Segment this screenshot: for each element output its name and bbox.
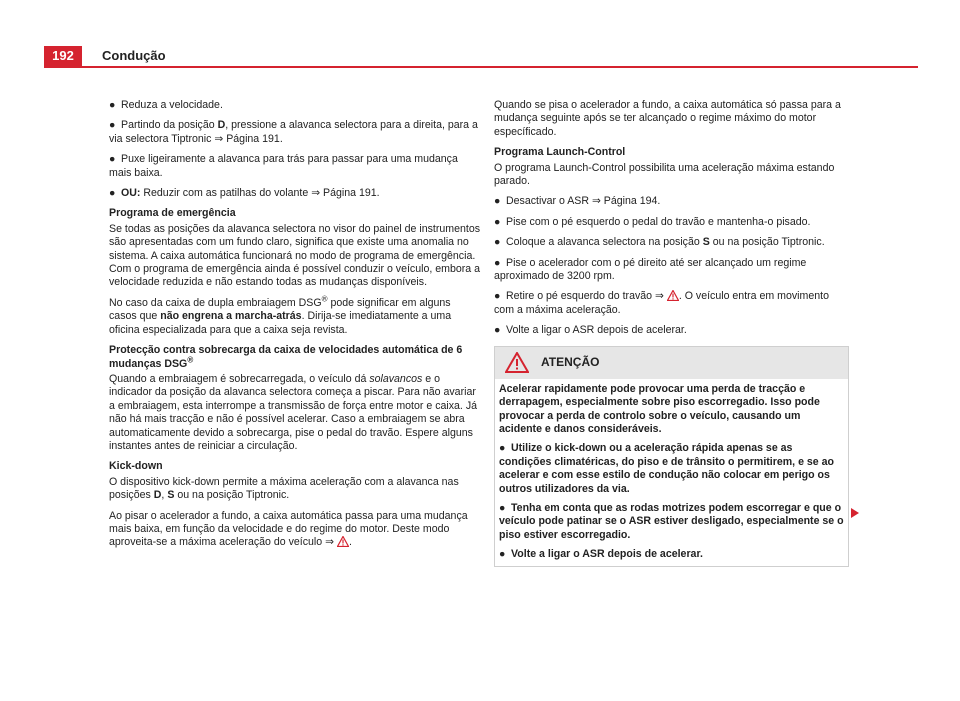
warning-intro: Acelerar rapidamente pode provocar uma perda de tracção e derrapagem, especialmente sobre piso escorregadio. Isso pode provocar a perda de controlo sobre o veículo, causando um acidente e danos consideráveis. (499, 382, 820, 435)
bullet-item: ● Retire o pé esquerdo do travão ⇒ . O veículo entra em movimento com a máxima aceleração. (494, 290, 829, 316)
chapter-title: Condução (102, 48, 166, 63)
paragraph: Quando a embraiagem é sobrecarregada, o veículo dá solavancos e o indicador da posição da alavanca selectora começa a piscar. Para não avariar a embraiagem, esta interrompe a transmissão de força entre motor e caixa. Já não há mais tracção e não é possível acelerar. Caso a embraiagem se abra automaticamente devido a sobrecarga, pise o pedal do travão. Espere alguns instantes antes de reiniciar a circulação. (109, 372, 478, 452)
bullet-item: ● OU: Reduzir com as patilhas do volante ⇒ Página 191. (109, 187, 380, 200)
warning-box (494, 346, 849, 567)
bullet-item: ● Pise com o pé esquerdo o pedal do travão e mantenha-o pisado. (494, 215, 811, 228)
paragraph: O dispositivo kick-down permite a máxima aceleração com a alavanca nas posições D, S ou na posição Tiptronic. (109, 475, 459, 502)
bullet-item: ● Volte a ligar o ASR depois de acelerar. (494, 324, 687, 337)
bullet-item: ● Reduza a velocidade. (109, 99, 223, 111)
warning-item: ● Tenha em conta que as rodas motrizes podem escorregar e que o veículo pode patinar se o ASR estiver desligado, especialmente se o piso estiver escorregadio. (499, 501, 844, 541)
warning-triangle-icon[interactable] (667, 290, 679, 301)
section-heading: Programa de emergência (109, 207, 236, 220)
warning-item: ● Utilize o kick-down ou a aceleração rápida apenas se as condições climatéricas, do piso e de trânsito o permitirem, e se ao acelerar e com esse estilo de condução não colocar em perigo os outros utilizadores da via. (499, 442, 834, 495)
warning-triangle-icon[interactable] (337, 536, 349, 547)
continue-arrow-icon (851, 508, 859, 518)
warning-title: ATENÇÃO (541, 354, 600, 369)
left-column (109, 99, 481, 557)
warning-item: ● Volte a ligar o ASR depois de acelerar. (499, 548, 703, 561)
bullet-item: ● Pise o acelerador com o pé direito até ser alcançado um regime aproximado de 3200 rpm. (494, 256, 807, 283)
paragraph: O programa Launch-Control possibilita uma aceleração máxima estando parado. (494, 161, 835, 188)
warning-body (495, 379, 848, 566)
bullet-text-d: Partindo da posição D, pressione a alavanca selectora para a direita, para a via selectora Tiptronic ⇒ Página 191. (109, 119, 478, 145)
paragraph: Quando se pisa o acelerador a fundo, a caixa automática só passa para a mudança seguinte após se ter alcançado o regime máximo do motor específicado. (494, 99, 841, 138)
page-header (0, 0, 960, 70)
page-number: 192 (44, 46, 82, 66)
header-rule (44, 66, 918, 68)
bullet-item: ● Puxe ligeiramente a alavanca para trás para passar para uma mudança mais baixa. (109, 153, 458, 179)
warning-header (495, 347, 848, 379)
paragraph: Se todas as posições da alavanca selectora no visor do painel de instrumentos são apresentadas com um fundo claro, significa que existe uma anomalia no sistema. A caixa automática funcionará no modo de programa de emergência. Com o programa de emergência ainda é possível conduzir o veículo, embora a velocidade reduzida e não estando todas as mudanças disponíveis. (109, 222, 481, 289)
section-heading: Programa Launch-Control (494, 146, 626, 159)
right-column (494, 99, 849, 567)
section-heading: Kick-down (109, 460, 163, 473)
bullet-item: ● Desactivar o ASR ⇒ Página 194. (494, 195, 661, 208)
warning-icon (505, 352, 529, 373)
section-heading: Protecção contra sobrecarga da caixa de velocidades automática de 6 mudanças DSG® (109, 344, 463, 370)
paragraph: No caso da caixa de dupla embraiagem DSG® pode significar em alguns casos que não engrena a marcha-atrás. Dirija-se imediatamente a uma oficina especializada para que a caixa seja revista. (109, 294, 452, 336)
paragraph: Ao pisar o acelerador a fundo, a caixa automática passa para uma mudança mais baixa, em função da velocidade e do regime do motor. Deste modo aproveita-se a máxima aceleração do veículo ⇒ . (109, 509, 468, 549)
bullet-item: ● Partindo da posição D, pressione a alavanca selectora para a direita, para a via selectora Tiptronic ⇒ Página 191. (109, 119, 478, 145)
bullet-item: ● Coloque a alavanca selectora na posição S ou na posição Tiptronic. (494, 236, 825, 249)
